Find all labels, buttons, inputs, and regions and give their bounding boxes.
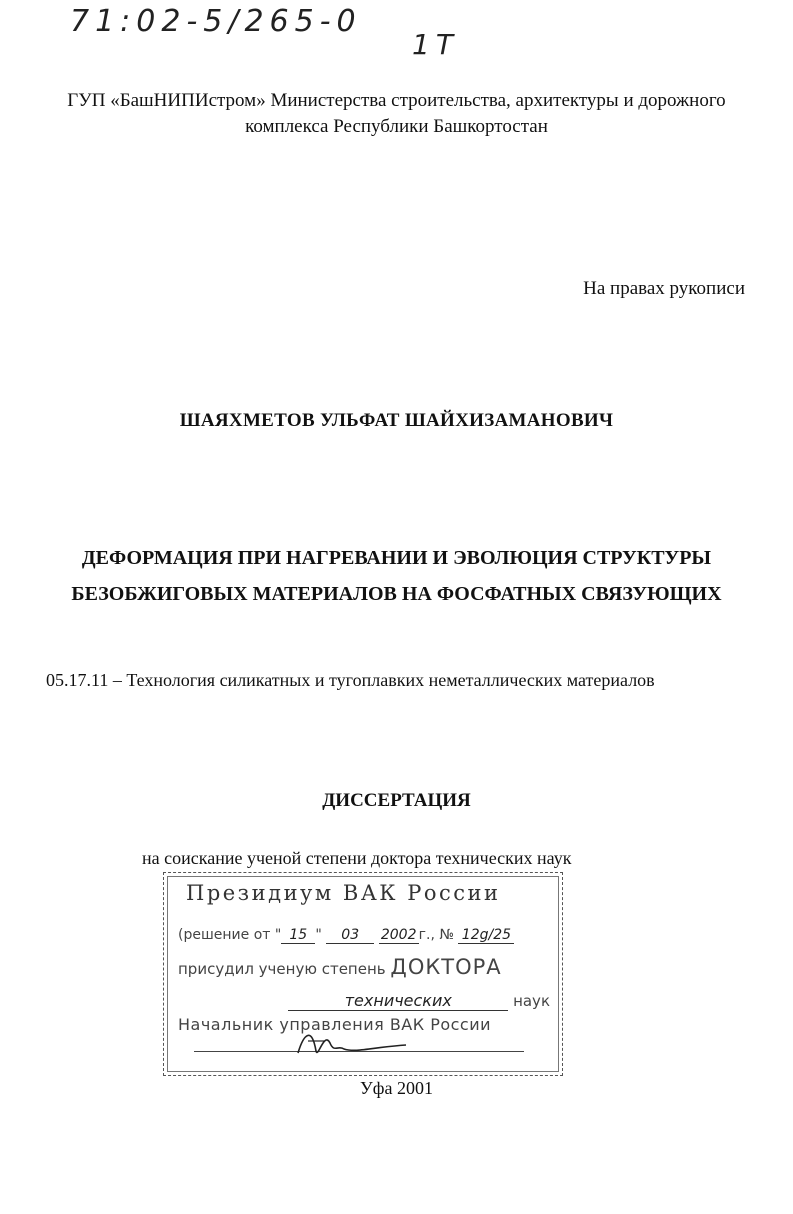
decision-day: 15 bbox=[281, 927, 315, 944]
author-name: ШАЯХМЕТОВ УЛЬФАТ ШАЙХИЗАМАНОВИЧ bbox=[179, 410, 614, 431]
stamp-head-line: Начальник управления ВАК России bbox=[178, 1015, 492, 1034]
stamp-header: Президиум ВАК России bbox=[186, 881, 501, 905]
organization: ГУП «БашНИПИстром» Министерства строительства, архитектуры и дорожного комплекса Республики Башкортостан bbox=[67, 90, 726, 137]
document-type: ДИССЕРТАЦИЯ bbox=[322, 790, 471, 811]
decision-prefix: (решение от " bbox=[178, 927, 282, 943]
number-prefix: г., № bbox=[418, 927, 454, 943]
handwritten-code: 1T bbox=[412, 28, 459, 61]
specialty: 05.17.11 – Технология силикатных и тугоплавких неметаллических материалов bbox=[46, 670, 655, 690]
awarded-degree: ДОКТОРА bbox=[390, 955, 502, 979]
vak-stamp bbox=[163, 872, 563, 1076]
handwritten-archive-number: 71:02-5/265-0 bbox=[70, 4, 362, 39]
title-line-1: ДЕФОРМАЦИЯ ПРИ НАГРЕВАНИИ И ЭВОЛЮЦИЯ СТРУКТУРЫ bbox=[81, 547, 712, 569]
stamp-field-line bbox=[288, 991, 550, 1011]
signature bbox=[294, 1023, 414, 1063]
decision-month: 03 bbox=[326, 927, 374, 944]
decision-year: 2002 bbox=[379, 927, 419, 944]
stamp-award-line bbox=[178, 955, 502, 979]
dissertation-title bbox=[40, 540, 753, 612]
sciences-word: наук bbox=[513, 992, 550, 1010]
decision-number: 12g/25 bbox=[458, 927, 514, 944]
title-line-2: БЕЗОБЖИГОВЫХ МАТЕРИАЛОВ НА ФОСФАТНЫХ СВЯЗУЮЩИХ bbox=[71, 583, 722, 605]
science-field: технических bbox=[288, 991, 508, 1011]
manuscript-rights: На правах рукописи bbox=[583, 278, 745, 299]
stamp-decision-line bbox=[178, 927, 514, 944]
quote-mark: " bbox=[315, 927, 322, 943]
city-year: Уфа 2001 bbox=[360, 1078, 433, 1098]
degree-line: на соискание ученой степени доктора технических наук bbox=[142, 848, 572, 868]
awarded-text: присудил ученую степень bbox=[178, 960, 386, 978]
